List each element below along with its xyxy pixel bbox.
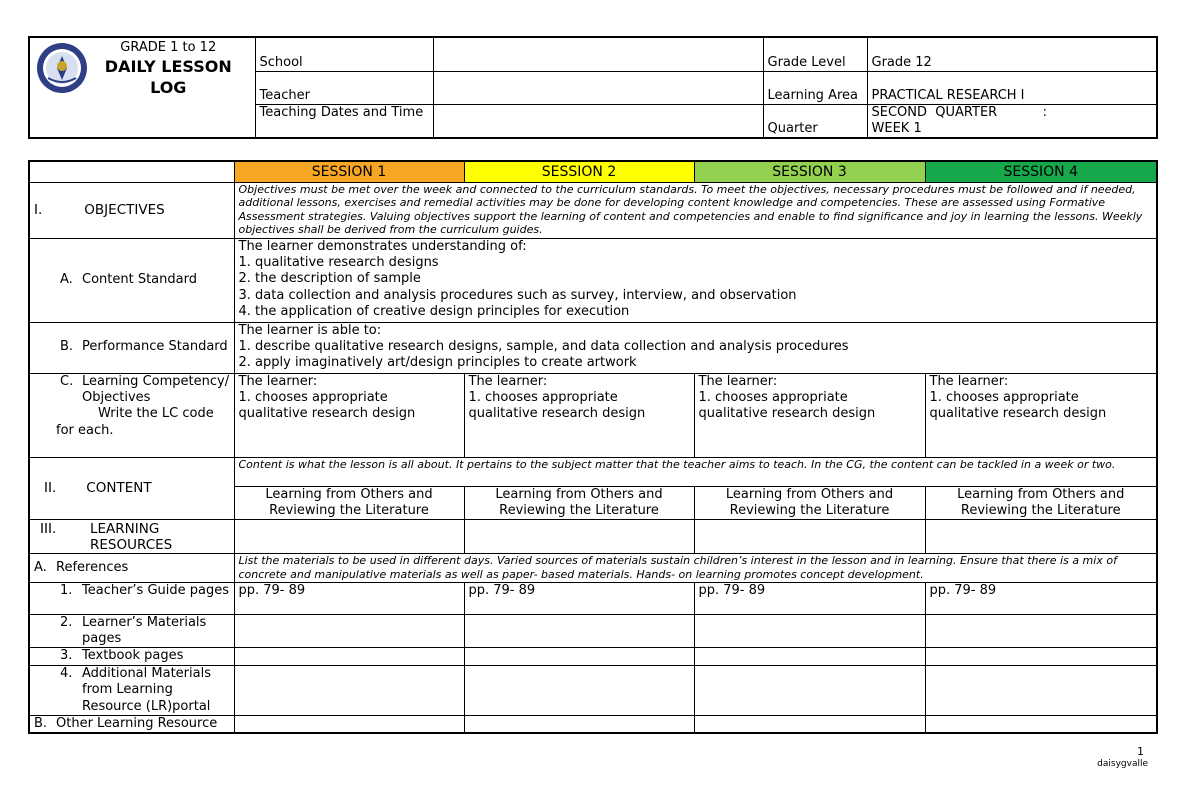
competency-session-1: The learner: 1. chooses appropriate qualitative research design	[234, 373, 464, 457]
competency-session-3: The learner: 1. chooses appropriate qualitative research design	[694, 373, 925, 457]
learners-materials-label: 2. Learner’s Materials pages	[29, 614, 234, 648]
teachers-guide-session-1: pp. 79- 89	[234, 582, 464, 614]
other-resource-session-4	[925, 715, 1157, 733]
content-standard-line: 4. the application of creative design principles for execution	[238, 304, 630, 320]
competency-sublabel: Write the LC code for each.	[56, 406, 214, 438]
content-standard-line: The learner demonstrates understanding of:	[238, 238, 527, 254]
textbook-label: 3. Textbook pages	[29, 648, 234, 665]
teachers-guide-session-2: pp. 79- 89	[464, 582, 694, 614]
other-resource-label: B. Other Learning Resource	[29, 715, 234, 733]
teachers-guide-session-3: pp. 79- 89	[694, 582, 925, 614]
grade-level-value: Grade 12	[867, 37, 1157, 71]
learners-materials-session-4	[925, 614, 1157, 648]
content-session-2: Learning from Others and Reviewing the Literature	[464, 486, 694, 520]
session-4-header: SESSION 4	[925, 161, 1157, 182]
objectives-note: Objectives must be met over the week and connected to the curriculum standards. To meet the objectives, necessary procedures must be followed and if needed, additional lessons, exercises and remedial activities may be done for developing content knowledge and competencies. These are assessed using Formative Assessment strategies. Valuing objectives support the learning of content and competencies and enable to find significance and joy in learning the lessons. Weekly objectives shall be derived from the curriculum guides.	[234, 182, 1157, 238]
teacher-label: Teacher	[255, 71, 433, 104]
teachers-guide-label: 1. Teacher’s Guide pages	[29, 582, 234, 614]
performance-standard-line: 1. describe qualitative research designs, sample, and data collection and analysis procedures	[238, 338, 849, 354]
other-resource-session-1	[234, 715, 464, 733]
teachers-guide-session-4: pp. 79- 89	[925, 582, 1157, 614]
quarter-line-2: WEEK 1	[871, 120, 922, 136]
header-title-cell	[29, 37, 255, 138]
quarter-label: Quarter	[763, 104, 867, 138]
textbook-session-2	[464, 648, 694, 665]
additional-materials-session-4	[925, 665, 1157, 715]
performance-standard-body	[234, 322, 1157, 373]
references-note: List the materials to be used in different days. Varied sources of materials sustain children’s interest in the lesson and in learning. Ensure that there is a mix of concrete and manipulative materials as well as paper- based materials. Hands- on learning promotes concept development.	[234, 554, 1157, 582]
dates-field[interactable]	[433, 104, 763, 138]
school-label: School	[255, 37, 433, 71]
learners-materials-session-2	[464, 614, 694, 648]
session-2-header: SESSION 2	[464, 161, 694, 182]
resources-session-4	[925, 520, 1157, 554]
other-resource-session-3	[694, 715, 925, 733]
content-session-4: Learning from Others and Reviewing the Literature	[925, 486, 1157, 520]
document-title: DAILY LESSON LOG	[104, 57, 232, 97]
teacher-field[interactable]	[433, 71, 763, 104]
blank-corner	[29, 161, 234, 182]
learners-materials-session-1	[234, 614, 464, 648]
dates-label: Teaching Dates and Time	[255, 104, 433, 138]
grade-level-label: Grade Level	[763, 37, 867, 71]
performance-standard-label: B. Performance Standard	[29, 322, 234, 373]
competency-label: C. Learning Competency/Objectives Write the LC code for each.	[29, 373, 234, 457]
header-table	[28, 36, 1158, 139]
content-standard-label: A. Content Standard	[29, 238, 234, 322]
other-resource-session-2	[464, 715, 694, 733]
resources-session-1	[234, 520, 464, 554]
textbook-session-3	[694, 648, 925, 665]
learners-materials-session-3	[694, 614, 925, 648]
page-number: 1	[1137, 745, 1144, 758]
content-session-3: Learning from Others and Reviewing the Literature	[694, 486, 925, 520]
resources-session-3	[694, 520, 925, 554]
resources-session-2	[464, 520, 694, 554]
content-note: Content is what the lesson is all about. It pertains to the subject matter that the teacher aims to teach. In the CG, the content can be tackled in a week or two.	[234, 457, 1157, 486]
grade-range: GRADE 1 to 12	[120, 40, 217, 55]
author-name: daisygvalle	[1097, 759, 1148, 769]
content-standard-line: 2. the description of sample	[238, 271, 421, 287]
session-1-header: SESSION 1	[234, 161, 464, 182]
content-standard-body	[234, 238, 1157, 322]
content-label: II. CONTENT	[29, 457, 234, 520]
content-session-1: Learning from Others and Reviewing the Literature	[234, 486, 464, 520]
competency-session-2: The learner: 1. chooses appropriate qualitative research design	[464, 373, 694, 457]
learning-area-value: PRACTICAL RESEARCH I	[867, 71, 1157, 104]
additional-materials-session-1	[234, 665, 464, 715]
additional-materials-session-2	[464, 665, 694, 715]
textbook-session-1	[234, 648, 464, 665]
deped-seal-icon	[36, 42, 88, 94]
quarter-line-1: SECOND QUARTER :	[871, 104, 1048, 120]
content-standard-line: 1. qualitative research designs	[238, 254, 439, 270]
additional-materials-session-3	[694, 665, 925, 715]
session-3-header: SESSION 3	[694, 161, 925, 182]
references-label: A. References	[29, 554, 234, 582]
content-standard-line: 3. data collection and analysis procedures such as survey, interview, and observation	[238, 287, 797, 303]
learning-area-label: Learning Area	[763, 71, 867, 104]
learning-resources-label: III. LEARNING RESOURCES	[29, 520, 234, 554]
quarter-value	[867, 104, 1157, 138]
additional-materials-label: 4. Additional Materials from Learning Resource (LR)portal	[29, 665, 234, 715]
textbook-session-4	[925, 648, 1157, 665]
competency-session-4: The learner: 1. chooses appropriate qualitative research design	[925, 373, 1157, 457]
lesson-log-table	[28, 160, 1158, 734]
objectives-label: I. OBJECTIVES	[29, 182, 234, 238]
performance-standard-line: The learner is able to:	[238, 322, 382, 338]
performance-standard-line: 2. apply imaginatively art/design principles to create artwork	[238, 355, 637, 371]
school-field[interactable]	[433, 37, 763, 71]
